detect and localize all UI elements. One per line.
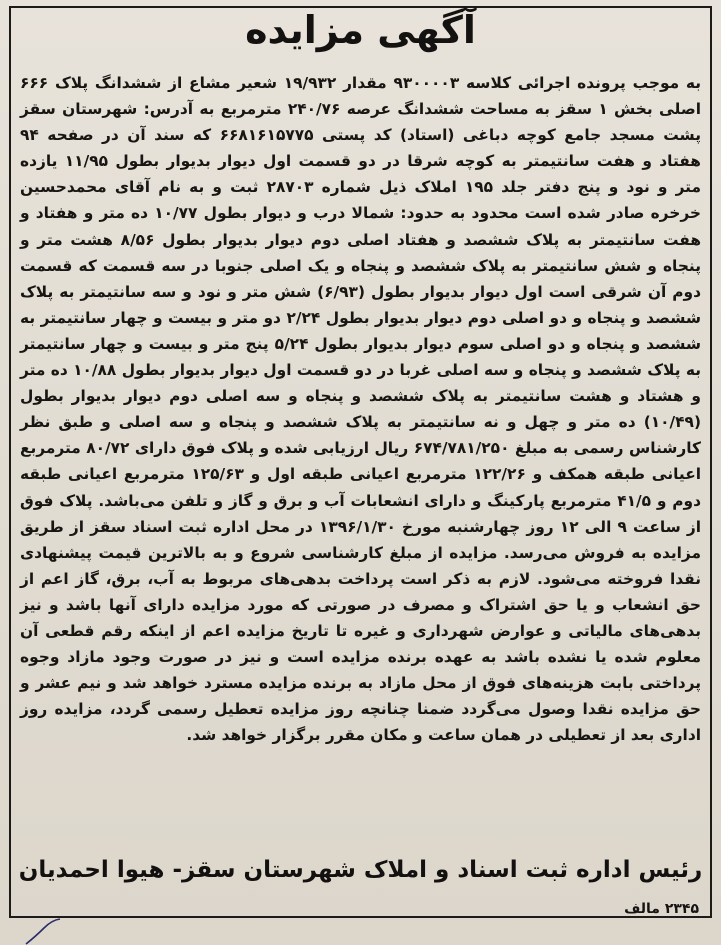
notice-title: آگهی مزایده	[245, 8, 476, 52]
notice-code: ۲۳۴۵ مالف	[624, 901, 699, 917]
pen-stroke-icon	[22, 918, 62, 945]
notice-body: به موجب پرونده اجرائی کلاسه ۹۳۰۰۰۰۳ مقدار ۱۹/۹۳۲ شعیر مشاع از ششدانگ پلاک ۶۶۶ اصلی بخش ۱ سقز به مساحت ششدانگ عرصه ۲۴۰/۷۶ مترمربع به آدرس: شهرستان سقز پشت مسجد جامع کوچه دباغی (استاد) کد پستی ۶۶۸۱۶۱۵۷۷۵ که سند آن در صفحه ۹۴ هفتاد و هفت سانتیمتر به کوچه شرقا در دو قسمت اول دیوار بدیوار بطول ۱۱/۹۵ یازده متر و نود و پنج دفتر جلد ۱۹۵ املاک ذیل شماره ۲۸۷۰۳ ثبت و به نام آقای محمدحسین خرخره صادر شده است محدود به حدود: شمالا درب و دیوار بطول ۱۰/۷۷ ده متر و هفتاد و هفت سانتیمتر به پلاک ششصد و هفتاد اصلی دوم دیوار بدیوار بطول ۸/۵۶ هشت متر و پنجاه و شش سانتیمتر به پلاک ششصد و پنجاه و یک اصلی جنوبا در سه قسمت که قسمت دوم آن شرقی است اول دیوار بدیوار بطول (۶/۹۳) شش متر و نود و سه سانتیمتر به پلاک ششصد و پنجاه و دو اصلی دوم دیوار بدیوار بطول ۲/۲۴ دو متر و بیست و چهار سانتیمتر به ششصد و پنجاه و دو اصلی سوم دیوار بدیوار بطول ۵/۲۴ پنج متر و بیست و چهار سانتیمتر به پلاک ششصد و پنجاه و سه اصلی غربا در دو قسمت اول دیوار بدیوار بطول ۱۰/۸۸ ده متر و هشتاد و هشت سانتیمتر به پلاک ششصد و پنجاه و سه اصلی دوم دیوار بدیوار بطول (۱۰/۴۹) ده متر و چهل و نه سانتیمتر به پلاک ششصد و پنجاه و سه اصلی و طبق نظر کارشناس رسمی به مبلغ ۶۷۴/۷۸۱/۲۵۰ ریال ارزیابی شده و پلاک فوق دارای ۸۰/۷۲ مترمربع اعیانی طبقه همکف و ۱۲۲/۲۶ مترمربع اعیانی طبقه اول و ۱۲۵/۶۳ مترمربع اعیانی طبقه دوم و ۴۱/۵ مترمربع پارکینگ و دارای انشعابات آب و برق و گاز و تلفن می‌باشد. پلاک فوق از ساعت ۹ الی ۱۲ روز چهارشنبه مورخ ۱۳۹۶/۱/۳۰ در محل اداره ثبت اسناد سقز از طریق مزایده به فروش می‌رسد. مزایده از مبلغ کارشناسی شروع و به بالاترین قیمت پیشنهادی نقدا فروخته می‌شود. لازم به ذکر است پرداخت بدهی‌های مربوط به آب، برق، گاز اعم از حق انشعاب و یا حق اشتراک و مصرف در صورتی که مورد مزایده دارای آنها باشد و نیز بدهی‌های مالیاتی و عوارض شهرداری و غیره تا تاریخ مزایده اعم از اینکه رقم قطعی آن معلوم شده یا نشده باشد به عهده برنده مزایده است و نیز در صورت وجود مازاد وجوه پرداختی بابت هزینه‌های فوق از محل مازاد به برنده مزایده مسترد خواهد شد و نیم عشر و حق مزایده نقدا وصول می‌گردد ضمنا چنانچه روز مزایده تعطیل رسمی گردد، مزایده روز اداری بعد از تعطیلی در همان ساعت و مکان مقرر برگزار خواهد شد.	[20, 74, 702, 745]
notice-signature: رئیس اداره ثبت اسناد و املاک شهرستان سقز- هیوا احمدیان	[18, 857, 703, 883]
